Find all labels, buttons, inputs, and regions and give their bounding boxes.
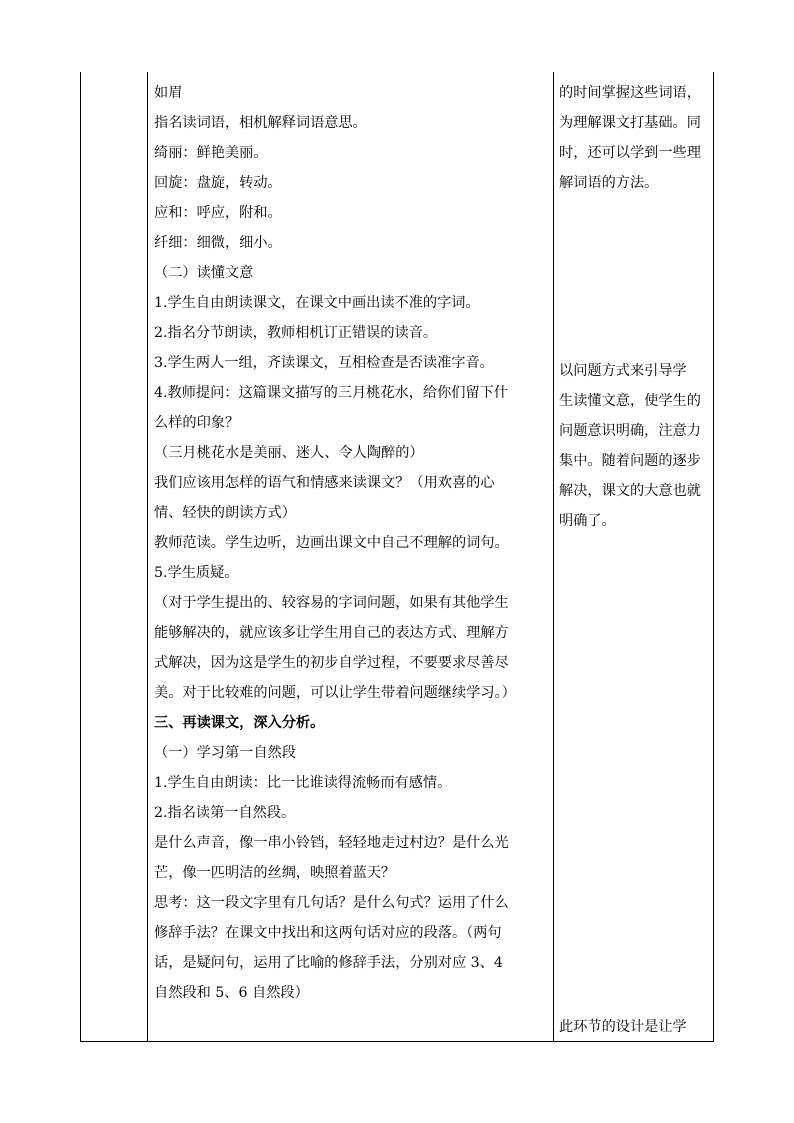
text-line: 自然段和 5、6 自然段） — [154, 985, 309, 1001]
side-text-line: 的时间掌握这些词语， — [559, 85, 701, 101]
text-line: 我们应该用怎样的语气和情感来读课文？（用欢喜的心 — [154, 475, 495, 491]
text-line: 芒，像一匹明洁的丝绸，映照着蓝天？ — [154, 865, 396, 881]
text-line: 1.学生自由朗读：比一比谁读得流畅而有感情。 — [154, 775, 452, 791]
text-line: 情、轻快的朗读方式） — [154, 505, 296, 521]
text-line: 教师范读。学生边听，边画出课文中自己不理解的词句。 — [154, 535, 509, 551]
text-line: 是什么声音，像一串小铃铛，轻轻地走过村边？是什么光 — [154, 835, 509, 851]
text-line: 能够解决的，就应该多让学生用自己的表达方式、理解方 — [154, 625, 509, 641]
column-divider-left — [147, 72, 148, 1041]
text-line: 美。对于比较难的问题，可以让学生带着问题继续学习。） — [154, 685, 516, 701]
teaching-process-column — [154, 78, 554, 1008]
text-line: 应和：呼应，附和。 — [154, 205, 282, 221]
text-line: 5.学生质疑。 — [154, 565, 239, 581]
text-line: 4.教师提问：这篇课文描写的三月桃花水，给你们留下什 — [154, 385, 509, 401]
side-text-line: 问题意识明确，注意力 — [559, 423, 701, 439]
subsection-heading: （二）读懂文意 — [154, 265, 254, 281]
side-text-line: 以问题方式来引导学 — [559, 363, 687, 379]
text-line: 如眉 — [154, 85, 183, 101]
text-line: 纤细：细微，细小。 — [154, 235, 282, 251]
design-intent-column-bottom — [559, 1012, 715, 1042]
text-line: 式解决，因为这是学生的初步自学过程，不要要求尽善尽 — [154, 655, 509, 671]
side-text-line: 此环节的设计是让学 — [559, 1019, 687, 1035]
side-text-line: 解词语的方法。 — [559, 175, 659, 191]
text-line: 3.学生两人一组，齐读课文，互相检查是否读准字音。 — [154, 355, 494, 371]
side-text-line: 为理解课文打基础。同 — [559, 115, 701, 131]
section-heading: 三、再读课文，深入分析。 — [154, 715, 325, 731]
text-line: 么样的印象？ — [154, 415, 240, 431]
text-line: 思考：这一段文字里有几句话？是什么句式？运用了什么 — [154, 895, 509, 911]
design-intent-column-top — [559, 78, 715, 198]
text-line: （对于学生提出的、较容易的字词问题，如果有其他学生 — [154, 595, 509, 611]
side-text-line: 生读懂文意，使学生的 — [559, 393, 701, 409]
text-line: （三月桃花水是美丽、迷人、令人陶醉的） — [154, 445, 424, 461]
text-line: 话，是疑问句，运用了比喻的修辞手法，分别对应 3、4 — [154, 955, 503, 971]
text-line: 2.指名分节朗读，教师相机订正错误的读音。 — [154, 325, 438, 341]
text-line: 回旋：盘旋，转动。 — [154, 175, 282, 191]
text-line: 2.指名读第一自然段。 — [154, 805, 296, 821]
side-text-line: 时，还可以学到一些理 — [559, 145, 701, 161]
text-line: 1.学生自由朗读课文，在课文中画出读不准的字词。 — [154, 295, 480, 311]
text-line: 绮丽：鲜艳美丽。 — [154, 145, 268, 161]
text-line: 指名读词语，相机解释词语意思。 — [154, 115, 367, 131]
subsection-heading: （一）学习第一自然段 — [154, 745, 296, 761]
text-line: 修辞手法？在课文中找出和这两句话对应的段落。（两句 — [154, 925, 502, 941]
side-text-line: 明确了。 — [559, 513, 616, 529]
side-text-line: 集中。随着问题的逐步 — [559, 453, 701, 469]
design-intent-column-middle — [559, 356, 715, 536]
side-text-line: 解决，课文的大意也就 — [559, 483, 701, 499]
